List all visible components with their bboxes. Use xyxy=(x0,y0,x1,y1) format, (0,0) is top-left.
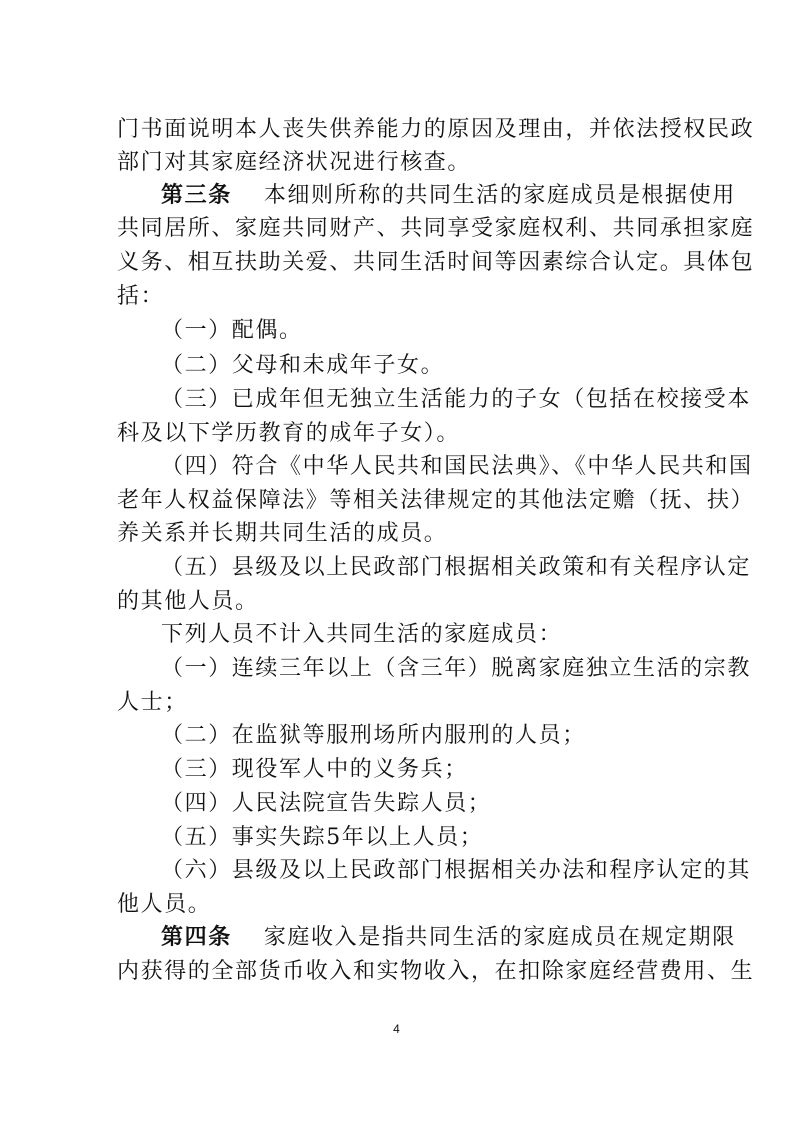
text-line: 他人员。 xyxy=(117,892,212,917)
text-line: （二）在监狱等服刑场所内服刑的人员； xyxy=(161,723,586,748)
text-line: （三）现役军人中的义务兵； xyxy=(161,757,468,782)
text-line: 内获得的全部货币收入和实物收入，在扣除家庭经营费用、生 xyxy=(117,959,755,984)
text-line: （二）父母和未成年子女。 xyxy=(161,353,445,378)
text-line: （一）配偶。 xyxy=(161,318,303,343)
text-line: 科及以下学历教育的成年子女）。 xyxy=(117,421,461,446)
text-line: （五）事实失踪5年以上人员； xyxy=(161,825,484,850)
text-line: 养关系并长期共同生活的成员。 xyxy=(117,521,448,546)
text-line: （四）符合《中华人民共和国民法典》、《中华人民共和国 xyxy=(161,454,753,479)
text-line: 下列人员不计入共同生活的家庭成员： xyxy=(161,622,563,647)
article-4-paragraph xyxy=(161,925,736,951)
text-line: 共同居所、家庭共同财产、共同享受家庭权利、共同承担家庭 xyxy=(117,216,755,241)
text-line: 老年人权益保障法》等相关法律规定的其他法定赡（抚、扶） xyxy=(117,488,755,513)
text-line: 的其他人员。 xyxy=(117,589,259,614)
article-3-paragraph xyxy=(161,183,736,209)
text-line: 家庭收入是指共同生活的家庭成员在规定期限 xyxy=(263,925,736,950)
page-number: 4 xyxy=(393,1022,400,1036)
text-line: 本细则所称的共同生活的家庭成员是根据使用 xyxy=(263,183,736,208)
text-line: 部门对其家庭经济状况进行核查。 xyxy=(117,150,472,175)
text-line: （三）已成年但无独立生活能力的子女（包括在校接受本 xyxy=(161,387,752,412)
text-line: （一）连续三年以上（含三年）脱离家庭独立生活的宗教 xyxy=(161,656,752,681)
text-line: 人士； xyxy=(117,690,188,715)
article-3-title: 第三条 xyxy=(161,183,232,208)
text-line: （六）县级及以上民政部门根据相关办法和程序认定的其 xyxy=(161,858,752,883)
text-line: 括： xyxy=(117,284,165,309)
text-line: （四）人民法院宣告失踪人员； xyxy=(161,791,492,816)
text-line: 门书面说明本人丧失供养能力的原因及理由，并依法授权民政 xyxy=(117,117,755,142)
article-4-title: 第四条 xyxy=(161,925,232,950)
text-line: （五）县级及以上民政部门根据相关政策和有关程序认定 xyxy=(161,555,752,580)
text-line: 义务、相互扶助关爱、共同生活时间等因素综合认定。具体包 xyxy=(117,250,755,275)
